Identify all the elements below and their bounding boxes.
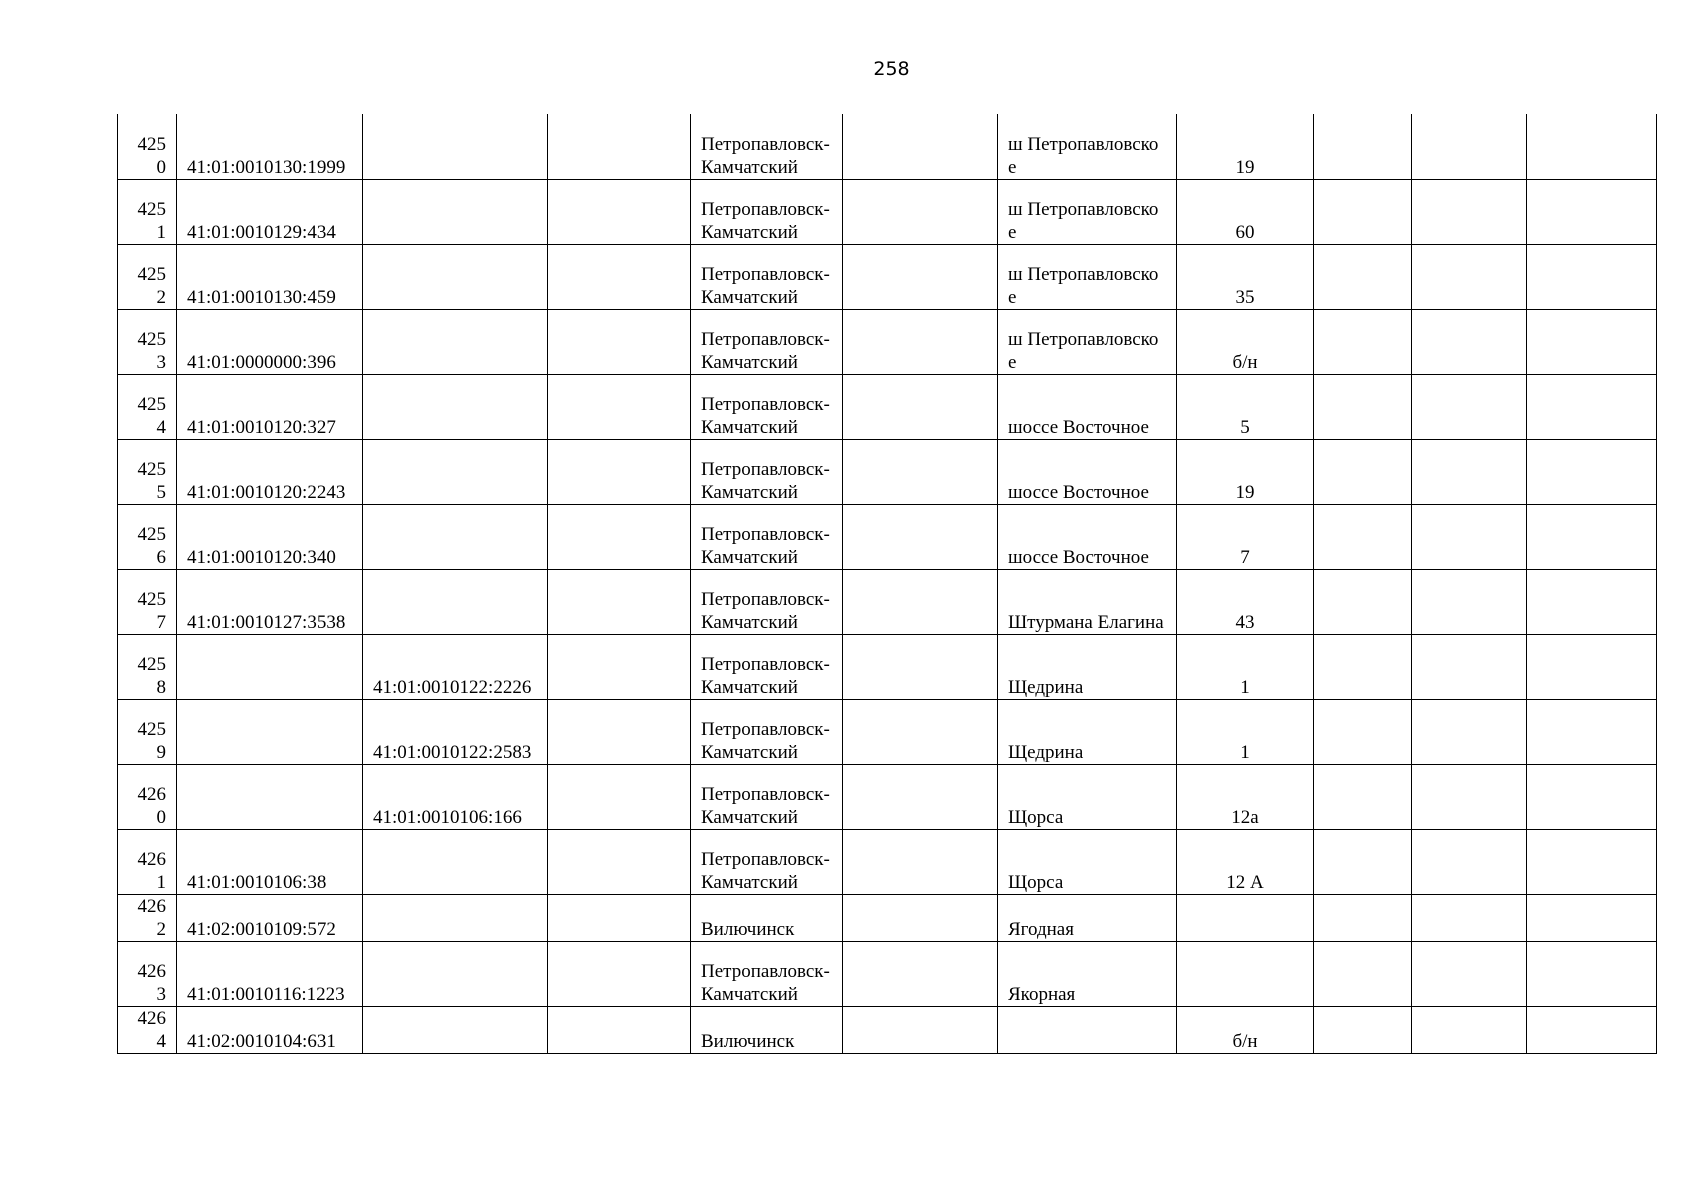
house-number-cell: 43 bbox=[1177, 569, 1314, 634]
empty-cell bbox=[1412, 569, 1527, 634]
empty-cell bbox=[1314, 699, 1412, 764]
cadastral-number-cell: 41:01:0010127:3538 bbox=[177, 569, 363, 634]
house-number-cell: 7 bbox=[1177, 504, 1314, 569]
empty-cell bbox=[548, 439, 691, 504]
second-cadastral-number-cell: 41:01:0010106:166 bbox=[363, 764, 548, 829]
house-number-cell: 35 bbox=[1177, 244, 1314, 309]
row-number-cell: 426 4 bbox=[118, 1006, 177, 1053]
empty-cell bbox=[1412, 829, 1527, 894]
second-cadastral-number-cell bbox=[363, 439, 548, 504]
empty-cell bbox=[843, 829, 998, 894]
city-cell: Петропавловск-Камчатский bbox=[691, 634, 843, 699]
empty-cell bbox=[548, 1006, 691, 1053]
row-number-cell: 425 6 bbox=[118, 504, 177, 569]
empty-cell bbox=[1314, 439, 1412, 504]
empty-cell bbox=[1412, 634, 1527, 699]
street-cell bbox=[998, 1006, 1177, 1053]
empty-cell bbox=[843, 1006, 998, 1053]
city-cell: Петропавловск-Камчатский bbox=[691, 114, 843, 179]
house-number-cell bbox=[1177, 941, 1314, 1006]
empty-cell bbox=[1314, 1006, 1412, 1053]
cadastral-number-cell: 41:01:0010130:1999 bbox=[177, 114, 363, 179]
empty-cell bbox=[548, 569, 691, 634]
cadastral-number-cell: 41:01:0010120:327 bbox=[177, 374, 363, 439]
empty-cell bbox=[548, 114, 691, 179]
street-cell: Щедрина bbox=[998, 699, 1177, 764]
empty-cell bbox=[843, 504, 998, 569]
street-cell: шоссе Восточное bbox=[998, 439, 1177, 504]
empty-cell bbox=[1412, 114, 1527, 179]
address-registry-table bbox=[117, 114, 1657, 1054]
house-number-cell: 19 bbox=[1177, 114, 1314, 179]
row-number-cell: 426 3 bbox=[118, 941, 177, 1006]
house-number-cell: 12 А bbox=[1177, 829, 1314, 894]
empty-cell bbox=[548, 764, 691, 829]
empty-cell bbox=[1314, 764, 1412, 829]
empty-cell bbox=[1527, 244, 1657, 309]
table-row bbox=[118, 764, 1657, 829]
empty-cell bbox=[1527, 439, 1657, 504]
row-number-cell: 426 2 bbox=[118, 894, 177, 941]
empty-cell bbox=[1412, 309, 1527, 374]
cadastral-number-cell bbox=[177, 699, 363, 764]
empty-cell bbox=[1314, 569, 1412, 634]
cadastral-number-cell: 41:01:0010120:340 bbox=[177, 504, 363, 569]
row-number-cell: 426 1 bbox=[118, 829, 177, 894]
table-row bbox=[118, 569, 1657, 634]
row-number-cell: 425 7 bbox=[118, 569, 177, 634]
empty-cell bbox=[1412, 439, 1527, 504]
empty-cell bbox=[843, 634, 998, 699]
empty-cell bbox=[1314, 504, 1412, 569]
empty-cell bbox=[1527, 309, 1657, 374]
city-cell: Петропавловск-Камчатский bbox=[691, 374, 843, 439]
street-cell: шоссе Восточное bbox=[998, 374, 1177, 439]
table-row bbox=[118, 374, 1657, 439]
cadastral-number-cell bbox=[177, 634, 363, 699]
row-number-cell: 426 0 bbox=[118, 764, 177, 829]
table-row bbox=[118, 114, 1657, 179]
city-cell: Петропавловск-Камчатский bbox=[691, 764, 843, 829]
second-cadastral-number-cell bbox=[363, 829, 548, 894]
house-number-cell: 12а bbox=[1177, 764, 1314, 829]
empty-cell bbox=[548, 894, 691, 941]
empty-cell bbox=[843, 439, 998, 504]
table-row bbox=[118, 829, 1657, 894]
city-cell: Петропавловск-Камчатский bbox=[691, 439, 843, 504]
empty-cell bbox=[843, 894, 998, 941]
empty-cell bbox=[1412, 1006, 1527, 1053]
row-number-cell: 425 0 bbox=[118, 114, 177, 179]
cadastral-number-cell: 41:01:0010130:459 bbox=[177, 244, 363, 309]
row-number-cell: 425 8 bbox=[118, 634, 177, 699]
street-cell: Щедрина bbox=[998, 634, 1177, 699]
second-cadastral-number-cell bbox=[363, 179, 548, 244]
city-cell: Петропавловск-Камчатский bbox=[691, 504, 843, 569]
empty-cell bbox=[548, 244, 691, 309]
empty-cell bbox=[1412, 764, 1527, 829]
empty-cell bbox=[1412, 244, 1527, 309]
empty-cell bbox=[1412, 374, 1527, 439]
table-row bbox=[118, 894, 1657, 941]
cadastral-number-cell: 41:02:0010104:631 bbox=[177, 1006, 363, 1053]
street-cell: Щорса bbox=[998, 829, 1177, 894]
street-cell: Штурмана Елагина bbox=[998, 569, 1177, 634]
cadastral-number-cell: 41:01:0010116:1223 bbox=[177, 941, 363, 1006]
second-cadastral-number-cell: 41:01:0010122:2226 bbox=[363, 634, 548, 699]
empty-cell bbox=[1527, 1006, 1657, 1053]
empty-cell bbox=[1527, 634, 1657, 699]
street-cell: Щорса bbox=[998, 764, 1177, 829]
row-number-cell: 425 1 bbox=[118, 179, 177, 244]
empty-cell bbox=[1314, 634, 1412, 699]
empty-cell bbox=[1412, 941, 1527, 1006]
empty-cell bbox=[843, 114, 998, 179]
row-number-cell: 425 5 bbox=[118, 439, 177, 504]
cadastral-number-cell: 41:01:0010129:434 bbox=[177, 179, 363, 244]
city-cell: Петропавловск-Камчатский bbox=[691, 699, 843, 764]
table-row bbox=[118, 244, 1657, 309]
empty-cell bbox=[1314, 941, 1412, 1006]
street-cell: ш Петропавловское bbox=[998, 244, 1177, 309]
street-cell: шоссе Восточное bbox=[998, 504, 1177, 569]
street-cell: Якорная bbox=[998, 941, 1177, 1006]
street-cell: ш Петропавловское bbox=[998, 114, 1177, 179]
empty-cell bbox=[548, 634, 691, 699]
second-cadastral-number-cell: 41:01:0010122:2583 bbox=[363, 699, 548, 764]
empty-cell bbox=[548, 829, 691, 894]
empty-cell bbox=[843, 764, 998, 829]
second-cadastral-number-cell bbox=[363, 941, 548, 1006]
empty-cell bbox=[843, 309, 998, 374]
second-cadastral-number-cell bbox=[363, 504, 548, 569]
row-number-cell: 425 9 bbox=[118, 699, 177, 764]
second-cadastral-number-cell bbox=[363, 309, 548, 374]
empty-cell bbox=[1527, 699, 1657, 764]
table-row bbox=[118, 1006, 1657, 1053]
house-number-cell bbox=[1177, 894, 1314, 941]
row-number-cell: 425 4 bbox=[118, 374, 177, 439]
empty-cell bbox=[1314, 374, 1412, 439]
empty-cell bbox=[843, 569, 998, 634]
empty-cell bbox=[548, 179, 691, 244]
empty-cell bbox=[548, 504, 691, 569]
empty-cell bbox=[1527, 894, 1657, 941]
empty-cell bbox=[1412, 504, 1527, 569]
empty-cell bbox=[843, 244, 998, 309]
second-cadastral-number-cell bbox=[363, 894, 548, 941]
cadastral-number-cell: 41:02:0010109:572 bbox=[177, 894, 363, 941]
empty-cell bbox=[843, 179, 998, 244]
empty-cell bbox=[843, 374, 998, 439]
house-number-cell: б/н bbox=[1177, 309, 1314, 374]
street-cell: ш Петропавловское bbox=[998, 309, 1177, 374]
empty-cell bbox=[1527, 504, 1657, 569]
empty-cell bbox=[1527, 941, 1657, 1006]
house-number-cell: б/н bbox=[1177, 1006, 1314, 1053]
empty-cell bbox=[1314, 244, 1412, 309]
house-number-cell: 1 bbox=[1177, 699, 1314, 764]
house-number-cell: 19 bbox=[1177, 439, 1314, 504]
city-cell: Вилючинск bbox=[691, 894, 843, 941]
empty-cell bbox=[548, 699, 691, 764]
street-cell: ш Петропавловское bbox=[998, 179, 1177, 244]
row-number-cell: 425 2 bbox=[118, 244, 177, 309]
cadastral-number-cell: 41:01:0010106:38 bbox=[177, 829, 363, 894]
empty-cell bbox=[843, 699, 998, 764]
empty-cell bbox=[1527, 114, 1657, 179]
house-number-cell: 1 bbox=[1177, 634, 1314, 699]
city-cell: Петропавловск-Камчатский bbox=[691, 179, 843, 244]
empty-cell bbox=[1314, 114, 1412, 179]
empty-cell bbox=[1314, 829, 1412, 894]
empty-cell bbox=[1314, 179, 1412, 244]
empty-cell bbox=[548, 941, 691, 1006]
city-cell: Петропавловск-Камчатский bbox=[691, 941, 843, 1006]
table-row bbox=[118, 699, 1657, 764]
city-cell: Вилючинск bbox=[691, 1006, 843, 1053]
house-number-cell: 5 bbox=[1177, 374, 1314, 439]
empty-cell bbox=[1314, 894, 1412, 941]
empty-cell bbox=[548, 374, 691, 439]
empty-cell bbox=[1527, 829, 1657, 894]
city-cell: Петропавловск-Камчатский bbox=[691, 309, 843, 374]
table-row bbox=[118, 179, 1657, 244]
cadastral-number-cell bbox=[177, 764, 363, 829]
empty-cell bbox=[1527, 764, 1657, 829]
empty-cell bbox=[1412, 179, 1527, 244]
empty-cell bbox=[843, 941, 998, 1006]
table-row bbox=[118, 941, 1657, 1006]
house-number-cell: 60 bbox=[1177, 179, 1314, 244]
second-cadastral-number-cell bbox=[363, 569, 548, 634]
street-cell: Ягодная bbox=[998, 894, 1177, 941]
table-row bbox=[118, 634, 1657, 699]
cadastral-number-cell: 41:01:0010120:2243 bbox=[177, 439, 363, 504]
table-row bbox=[118, 309, 1657, 374]
second-cadastral-number-cell bbox=[363, 114, 548, 179]
city-cell: Петропавловск-Камчатский bbox=[691, 829, 843, 894]
city-cell: Петропавловск-Камчатский bbox=[691, 569, 843, 634]
second-cadastral-number-cell bbox=[363, 374, 548, 439]
cadastral-number-cell: 41:01:0000000:396 bbox=[177, 309, 363, 374]
empty-cell bbox=[1527, 569, 1657, 634]
table-row bbox=[118, 504, 1657, 569]
page-number: 258 bbox=[873, 58, 910, 80]
city-cell: Петропавловск-Камчатский bbox=[691, 244, 843, 309]
empty-cell bbox=[1527, 374, 1657, 439]
empty-cell bbox=[1527, 179, 1657, 244]
empty-cell bbox=[1412, 894, 1527, 941]
second-cadastral-number-cell bbox=[363, 1006, 548, 1053]
empty-cell bbox=[548, 309, 691, 374]
table-row bbox=[118, 439, 1657, 504]
row-number-cell: 425 3 bbox=[118, 309, 177, 374]
empty-cell bbox=[1314, 309, 1412, 374]
empty-cell bbox=[1412, 699, 1527, 764]
second-cadastral-number-cell bbox=[363, 244, 548, 309]
